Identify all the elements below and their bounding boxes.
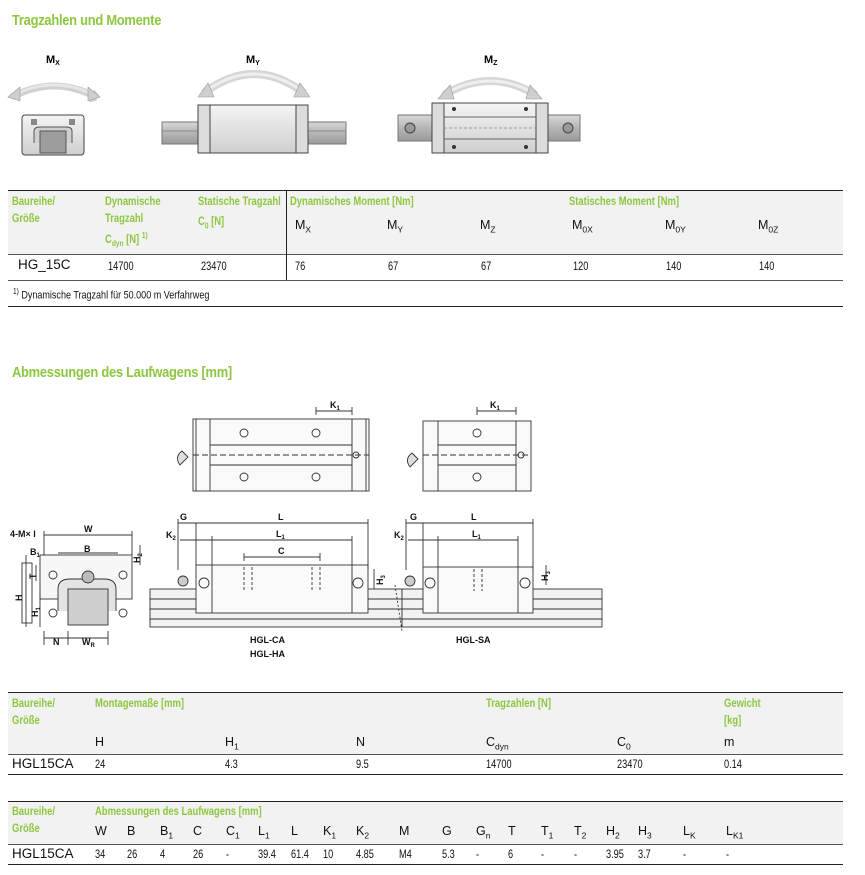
- col-baureihe: Baureihe/: [12, 196, 55, 208]
- col-dyn-3: $C_{dyn}$ [N] $^{1)}$: [105, 231, 148, 249]
- svg-text:B1: $B_1$: [30, 547, 40, 559]
- t3-cell: 26: [193, 849, 204, 861]
- svg-text:H: H: [14, 594, 24, 601]
- t3-sym: $K_1$: [323, 824, 337, 841]
- sym-my: $M_Y$: [387, 218, 404, 235]
- t3-sym: $K_2$: [356, 824, 370, 841]
- svg-text:L: L: [471, 512, 477, 522]
- t3-sym: M: [399, 824, 410, 838]
- my-label: MY: [246, 54, 260, 67]
- t3-cell: -: [726, 849, 730, 861]
- svg-text:L1: $L_1$: [276, 529, 285, 541]
- t2-sym: $H_1$: [225, 735, 239, 752]
- svg-text:H3: $H_3$: [375, 575, 387, 585]
- t3-col-baureihe: Baureihe/: [12, 806, 55, 818]
- svg-text:G: G: [410, 512, 418, 522]
- sym-m0x: $M_{0X}$: [572, 218, 593, 235]
- t3-cell: 10: [323, 849, 334, 861]
- sym-m0z: $M_{0Z}$: [758, 218, 779, 235]
- t3-sym: $B_1$: [160, 824, 174, 841]
- svg-text:K1: $K_1$: [330, 400, 340, 412]
- t2-sym: m: [724, 735, 735, 749]
- col-stat-2: $C_0$ [N]: [198, 216, 225, 231]
- t3-sym: $L_{K1}$: [726, 824, 744, 841]
- table1-cell: 23470: [201, 261, 227, 273]
- t3-sym: $T_1$: [541, 824, 554, 841]
- t3-sym: L: [291, 824, 298, 838]
- t3-sym: $T_2$: [574, 824, 587, 841]
- table1-cell: 120: [573, 261, 589, 273]
- t3-cell: 26: [127, 849, 138, 861]
- col-dyn-2: Tragzahl: [105, 213, 144, 225]
- t3-sym: $L_K$: [683, 824, 696, 841]
- section-title-abmessungen: Abmessungen des Laufwagens [mm]: [12, 364, 232, 381]
- t3-cell: -: [226, 849, 230, 861]
- t3-cell: 6: [508, 849, 514, 861]
- svg-text:B: B: [84, 544, 91, 554]
- svg-text:G: G: [180, 512, 188, 522]
- t2-cell: 0.14: [724, 759, 742, 771]
- t3-col-abm: Abmessungen des Laufwagens [mm]: [95, 806, 262, 818]
- t3-cell: 3.7: [638, 849, 651, 861]
- t3-sym: $L_1$: [258, 824, 270, 841]
- svg-text:W: W: [84, 524, 93, 534]
- col-groesse: Größe: [12, 213, 40, 225]
- svg-text:L: L: [278, 512, 284, 522]
- t2-cell: 4.3: [225, 759, 238, 771]
- section-title-tragzahlen: Tragzahlen und Momente: [12, 12, 162, 29]
- t2-cell: 14700: [486, 759, 512, 771]
- t2-col-gewicht-2: [kg]: [724, 715, 742, 727]
- t2-sym: $C_0$: [617, 735, 631, 752]
- t3-sym: C: [193, 824, 203, 838]
- t3-cell: -: [541, 849, 545, 861]
- table1-cell: 76: [295, 261, 306, 273]
- t2-col-baureihe: Baureihe/: [12, 698, 55, 710]
- svg-text:L1: $L_1$: [472, 529, 481, 541]
- svg-text:H3: $H_3$: [540, 571, 552, 581]
- t3-sym: $H_3$: [638, 824, 652, 841]
- moment-diagrams: [0, 45, 620, 163]
- col-dyn-moment: Dynamisches Moment [Nm]: [290, 196, 414, 208]
- t2-col-gewicht-1: Gewicht: [724, 698, 761, 710]
- t2-sym: N: [356, 735, 366, 749]
- t2-cell: 24: [95, 759, 106, 771]
- sym-mz: $M_Z$: [480, 218, 496, 235]
- t3-sym: $G_n$: [476, 824, 491, 841]
- mx-label: MX: [46, 54, 60, 67]
- svg-text:H2: $H_2$: [132, 553, 144, 563]
- t2-col-tragzahlen: Tragzahlen [N]: [486, 698, 551, 710]
- col-stat-1: Statische Tragzahl: [198, 196, 281, 208]
- t2-sym: $C_{dyn}$: [486, 735, 509, 752]
- t3-sym: G: [442, 824, 452, 838]
- t3-cell: 39.4: [258, 849, 276, 861]
- svg-text:T: T: [28, 573, 38, 579]
- t3-sym: $C_1$: [226, 824, 240, 841]
- table1-row-label: HG_15C: [18, 257, 71, 272]
- col-stat-moment: Statisches Moment [Nm]: [569, 196, 680, 208]
- t3-cell: 4: [160, 849, 166, 861]
- svg-text:K1: $K_1$: [490, 400, 500, 412]
- dimension-drawing: [0, 395, 620, 665]
- sym-mx: $M_X$: [295, 218, 312, 235]
- t2-row-label: HGL15CA: [12, 756, 74, 771]
- t3-sym: $H_2$: [606, 824, 620, 841]
- t2-col-groesse: Größe: [12, 715, 40, 727]
- t3-cell: 3.95: [606, 849, 624, 861]
- col-dyn-1: Dynamische: [105, 196, 161, 208]
- svg-text:HGL-HA: HGL-HA: [250, 649, 285, 659]
- table1-cell: 140: [759, 261, 775, 273]
- t3-cell: -: [574, 849, 578, 861]
- t2-cell: 23470: [617, 759, 643, 771]
- t3-col-groesse: Größe: [12, 823, 40, 835]
- table1-cell: 14700: [108, 261, 134, 273]
- t3-cell: 5.3: [442, 849, 455, 861]
- svg-text:H1: $H_1$: [30, 607, 42, 617]
- svg-text:HGL-SA: HGL-SA: [456, 635, 491, 645]
- svg-text:4-M× l: 4-M× l: [10, 529, 36, 539]
- t2-cell: 9.5: [356, 759, 369, 771]
- sym-m0y: $M_{0Y}$: [665, 218, 686, 235]
- t3-cell: 34: [95, 849, 106, 861]
- t3-cell: -: [476, 849, 480, 861]
- t3-cell: 61.4: [291, 849, 309, 861]
- mz-label: MZ: [484, 54, 498, 67]
- t3-sym: T: [508, 824, 516, 838]
- table1-cell: 140: [666, 261, 682, 273]
- svg-text:K2: $K_2$: [166, 530, 176, 542]
- svg-text:K2: $K_2$: [394, 530, 404, 542]
- t3-sym: W: [95, 824, 107, 838]
- t3-cell: -: [683, 849, 687, 861]
- t2-sym: H: [95, 735, 105, 749]
- svg-text:C: C: [278, 546, 285, 556]
- footnote: $^{1)}$ Dynamische Tragzahl für 50.000 m Verfahrweg: [13, 287, 210, 302]
- t3-row-label: HGL15CA: [12, 846, 74, 861]
- t3-cell: 4.85: [356, 849, 374, 861]
- t2-col-montage: Montagemaße [mm]: [95, 698, 185, 710]
- table1-cell: 67: [388, 261, 399, 273]
- svg-text:N: N: [53, 637, 60, 647]
- t3-sym: B: [127, 824, 136, 838]
- table1-cell: 67: [481, 261, 492, 273]
- svg-text:HGL-CA: HGL-CA: [250, 635, 285, 645]
- svg-text:WR: $W_R$: [82, 637, 95, 649]
- t3-cell: M4: [399, 849, 412, 861]
